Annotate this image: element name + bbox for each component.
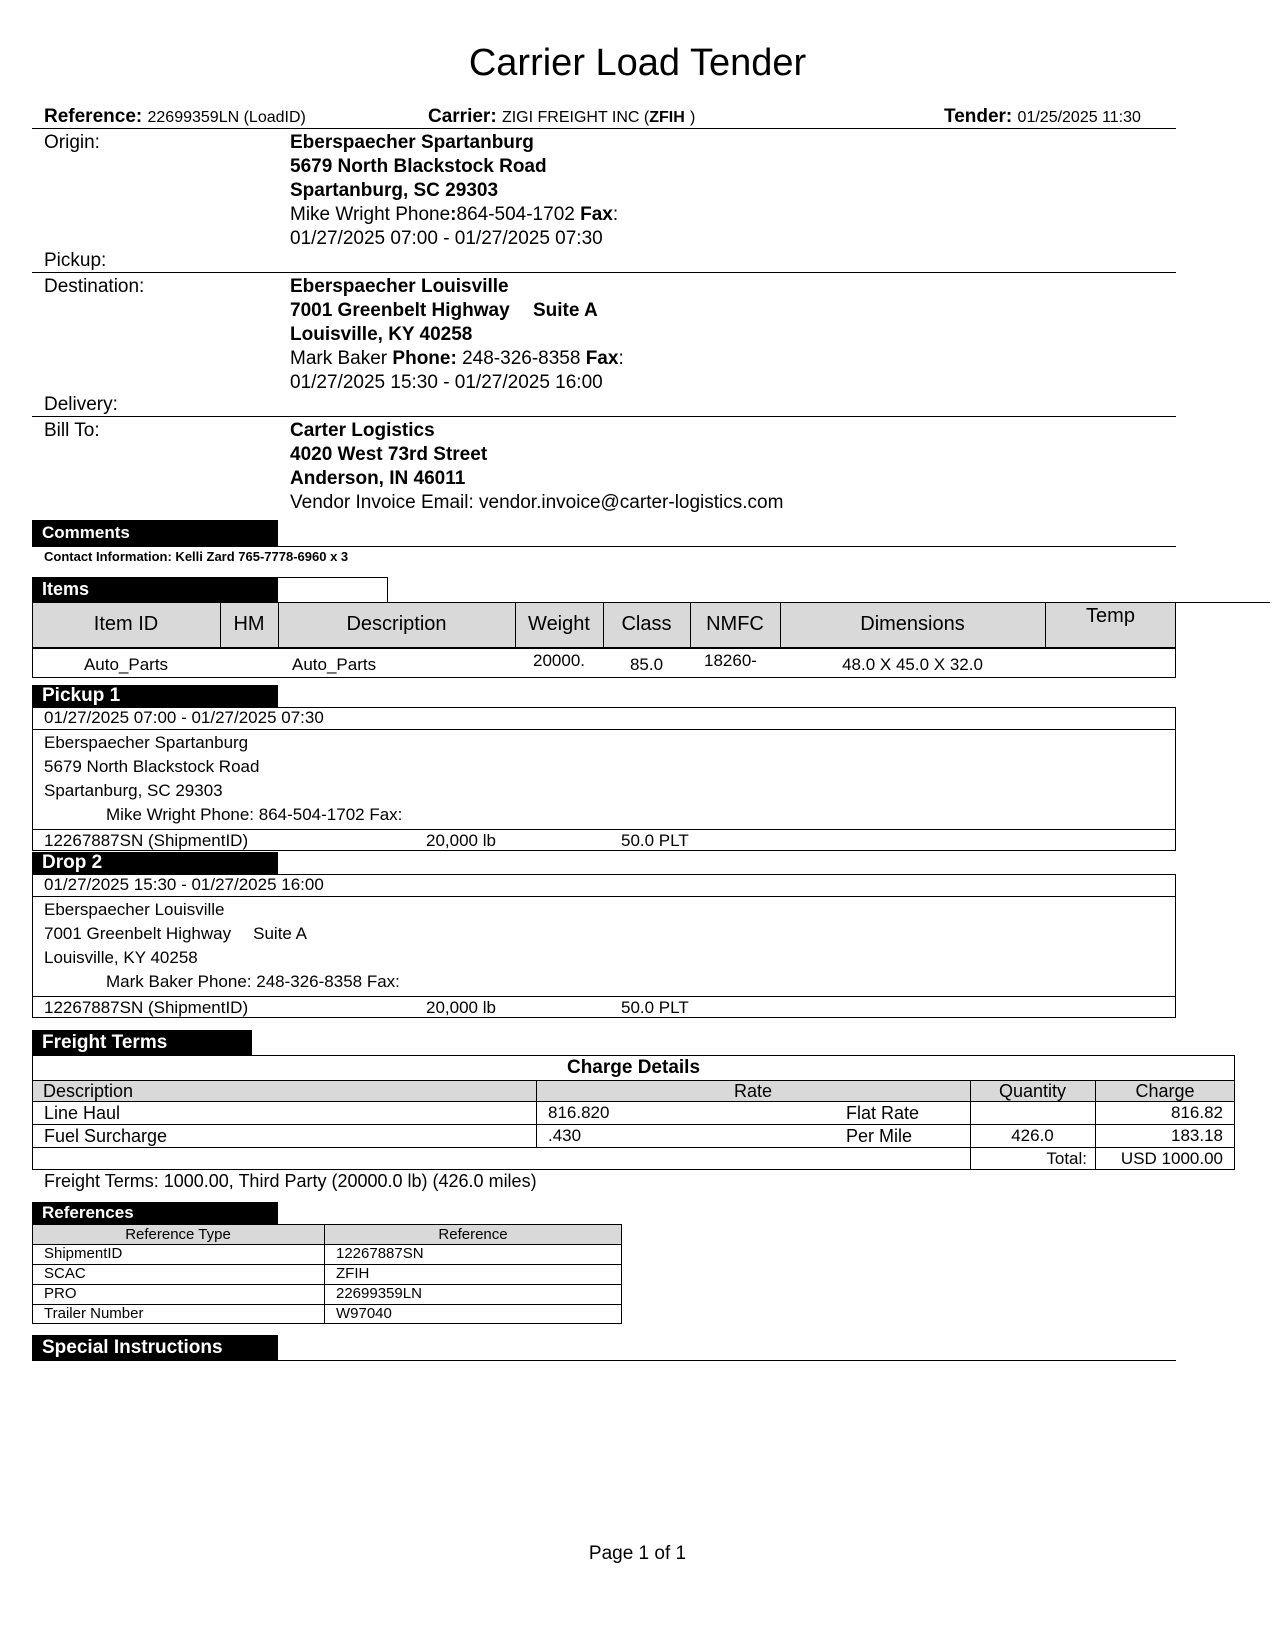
charge-amount: 183.18 (1171, 1126, 1223, 1145)
freight-terms-summary: Freight Terms: 1000.00, Third Party (20000.0 lb) (426.0 miles) (44, 1171, 537, 1191)
charge-column-header: Quantity (998, 1081, 1067, 1101)
origin-fax-label: Fax (580, 204, 613, 225)
divider (32, 996, 1176, 997)
stop-address: 7001 Greenbelt Highway (44, 924, 232, 943)
charge-details-title: Charge Details (566, 1057, 701, 1078)
destination-phone: 248-326-8358 (462, 348, 581, 369)
carrier-scac: ZFIH (649, 109, 685, 126)
destination-phone-label: Phone: (392, 348, 457, 369)
delivery-label: Delivery: (44, 394, 118, 415)
items-cell: Auto_Parts (83, 655, 169, 674)
items-column-header: Temp (1086, 605, 1135, 627)
pickup-label: Pickup: (44, 250, 107, 271)
bill-to-label: Bill To: (44, 420, 100, 441)
stop-city: Louisville, KY 40258 (44, 948, 198, 967)
divider (33, 1147, 1234, 1148)
origin-address-block (290, 131, 618, 251)
charge-quantity: 426.0 (1011, 1126, 1054, 1145)
items-heading: Items (32, 577, 278, 602)
divider (32, 1284, 622, 1285)
divider (32, 1360, 1176, 1361)
references-heading: References (32, 1202, 278, 1224)
special-instructions-heading: Special Instructions (32, 1335, 278, 1360)
charge-column-header: Charge (1135, 1081, 1195, 1101)
items-column-header: HM (233, 613, 265, 635)
reference-type: PRO (44, 1285, 77, 1302)
divider (32, 416, 1176, 417)
charge-amount: 816.82 (1171, 1103, 1223, 1122)
stop-pallets: 50.0 PLT (621, 998, 689, 1017)
column-divider (536, 1080, 537, 1147)
items-column-header: Dimensions (860, 613, 965, 635)
stop-window: 01/27/2025 07:00 - 01/27/2025 07:30 (44, 708, 324, 727)
origin-window: 01/27/2025 07:00 - 01/27/2025 07:30 (290, 228, 603, 249)
stop-contact: Mark Baker Phone: 248-326-8358 Fax: (106, 972, 400, 991)
divider (32, 829, 1176, 830)
divider (32, 896, 1176, 897)
stop-address-line (44, 924, 307, 944)
destination-address-line (290, 299, 624, 323)
tender-value: 01/25/2025 11:30 (1017, 109, 1141, 126)
stop-heading: Pickup 1 (32, 685, 278, 707)
charge-description: Line Haul (44, 1103, 121, 1123)
carrier-value: ZIGI FREIGHT INC ( (501, 109, 650, 126)
charge-rate: .430 (548, 1126, 582, 1145)
destination-suite: Suite A (532, 300, 598, 321)
charge-rate-type: Flat Rate (846, 1103, 920, 1123)
items-cell: 20000. (533, 651, 585, 670)
freight-terms-heading: Freight Terms (32, 1030, 252, 1055)
stop-pallets: 50.0 PLT (621, 831, 689, 850)
tender-label: Tender: (944, 106, 1013, 127)
destination-contact: Mark Baker (290, 348, 388, 369)
reference-type: ShipmentID (44, 1245, 123, 1262)
carrier-header (428, 106, 695, 128)
stop-name: Eberspaecher Spartanburg (44, 733, 249, 752)
reference-value: W97040 (336, 1305, 392, 1322)
stop-city: Spartanburg, SC 29303 (44, 781, 223, 800)
reference-value: 22699359LN (LoadID) (147, 109, 306, 126)
bill-to-block (290, 419, 783, 515)
destination-fax-colon: : (618, 348, 624, 369)
references-column-header: Reference (438, 1226, 508, 1243)
reference-label: Reference: (44, 106, 143, 127)
origin-section (44, 131, 100, 155)
stop-window: 01/27/2025 15:30 - 01/27/2025 16:00 (44, 875, 324, 894)
total-label: Total: (1046, 1149, 1087, 1168)
reference-header (44, 106, 306, 128)
origin-city: Spartanburg, SC 29303 (290, 180, 499, 201)
tender-header (944, 106, 1141, 128)
charge-column-header: Rate (733, 1081, 773, 1101)
destination-address: 7001 Greenbelt Highway (290, 300, 510, 321)
origin-name: Eberspaecher Spartanburg (290, 132, 534, 153)
stop-shipment: 12267887SN (ShipmentID) (44, 831, 249, 850)
stop-heading: Drop 2 (32, 852, 278, 874)
destination-contact-line (290, 347, 624, 371)
items-column-header: Class (621, 613, 672, 635)
bill-to-city: Anderson, IN 46011 (290, 468, 466, 489)
reference-type: SCAC (44, 1265, 86, 1282)
divider (32, 546, 1176, 547)
origin-fax-colon: : (612, 204, 619, 225)
divider (32, 128, 1176, 129)
reference-value: 12267887SN (336, 1245, 424, 1262)
origin-phone: 864-504-1702 (456, 204, 575, 225)
destination-window: 01/27/2025 15:30 - 01/27/2025 16:00 (290, 372, 603, 393)
items-cell: 18260- (704, 651, 757, 670)
bill-to-name: Carter Logistics (290, 420, 435, 441)
stop-contact: Mike Wright Phone: 864-504-1702 Fax: (106, 805, 403, 824)
destination-city: Louisville, KY 40258 (290, 324, 473, 345)
bill-to-email: Vendor Invoice Email: vendor.invoice@carter-logistics.com (290, 492, 784, 513)
items-tab-outline (278, 577, 388, 602)
items-column-header: Item ID (93, 613, 159, 635)
total-value: USD 1000.00 (1120, 1149, 1223, 1168)
items-column-header: Description (346, 613, 447, 635)
stop-name: Eberspaecher Louisville (44, 900, 225, 919)
destination-name: Eberspaecher Louisville (290, 276, 509, 297)
items-cell: Auto_Parts (292, 655, 377, 674)
stop-weight: 20,000 lb (426, 998, 496, 1017)
reference-value: ZFIH (336, 1265, 370, 1282)
charge-column-header: Description (43, 1081, 134, 1101)
origin-address: 5679 North Blackstock Road (290, 156, 547, 177)
stop-weight: 20,000 lb (426, 831, 496, 850)
page-number: Page 1 of 1 (588, 1543, 687, 1564)
bill-to-address: 4020 West 73rd Street (290, 444, 488, 465)
stop-address: 5679 North Blackstock Road (44, 757, 260, 776)
stop-shipment: 12267887SN (ShipmentID) (44, 998, 249, 1017)
items-column-header: Weight (528, 613, 590, 635)
divider (32, 1264, 622, 1265)
destination-address-block (290, 275, 624, 395)
divider (32, 272, 1176, 273)
carrier-close: ) (690, 109, 696, 126)
divider (33, 1124, 1234, 1125)
reference-value: 22699359LN (336, 1285, 422, 1302)
reference-type: Trailer Number (44, 1305, 144, 1322)
references-column-header: Reference Type (125, 1226, 231, 1243)
origin-phone-sep: : (450, 204, 457, 225)
charge-rate-type: Per Mile (846, 1126, 913, 1146)
charge-rate: 816.820 (548, 1103, 610, 1122)
items-cell: 48.0 X 45.0 X 32.0 (842, 655, 983, 674)
page-title: Carrier Load Tender (468, 42, 807, 84)
comments-text: Contact Information: Kelli Zard 765-7778-6960 x 3 (44, 549, 349, 564)
origin-contact: Mike Wright Phone (290, 204, 451, 225)
stop-suite: Suite A (253, 924, 307, 943)
items-cell: 85.0 (629, 655, 664, 674)
destination-label: Destination: (44, 276, 145, 297)
items-column-header: NMFC (706, 613, 764, 635)
destination-fax-label: Fax (585, 348, 619, 369)
origin-label: Origin: (44, 132, 100, 153)
divider (32, 729, 1176, 730)
charge-description: Fuel Surcharge (44, 1126, 168, 1146)
carrier-label: Carrier: (428, 106, 497, 127)
comments-heading: Comments (32, 520, 278, 546)
origin-contact-line (290, 203, 618, 227)
